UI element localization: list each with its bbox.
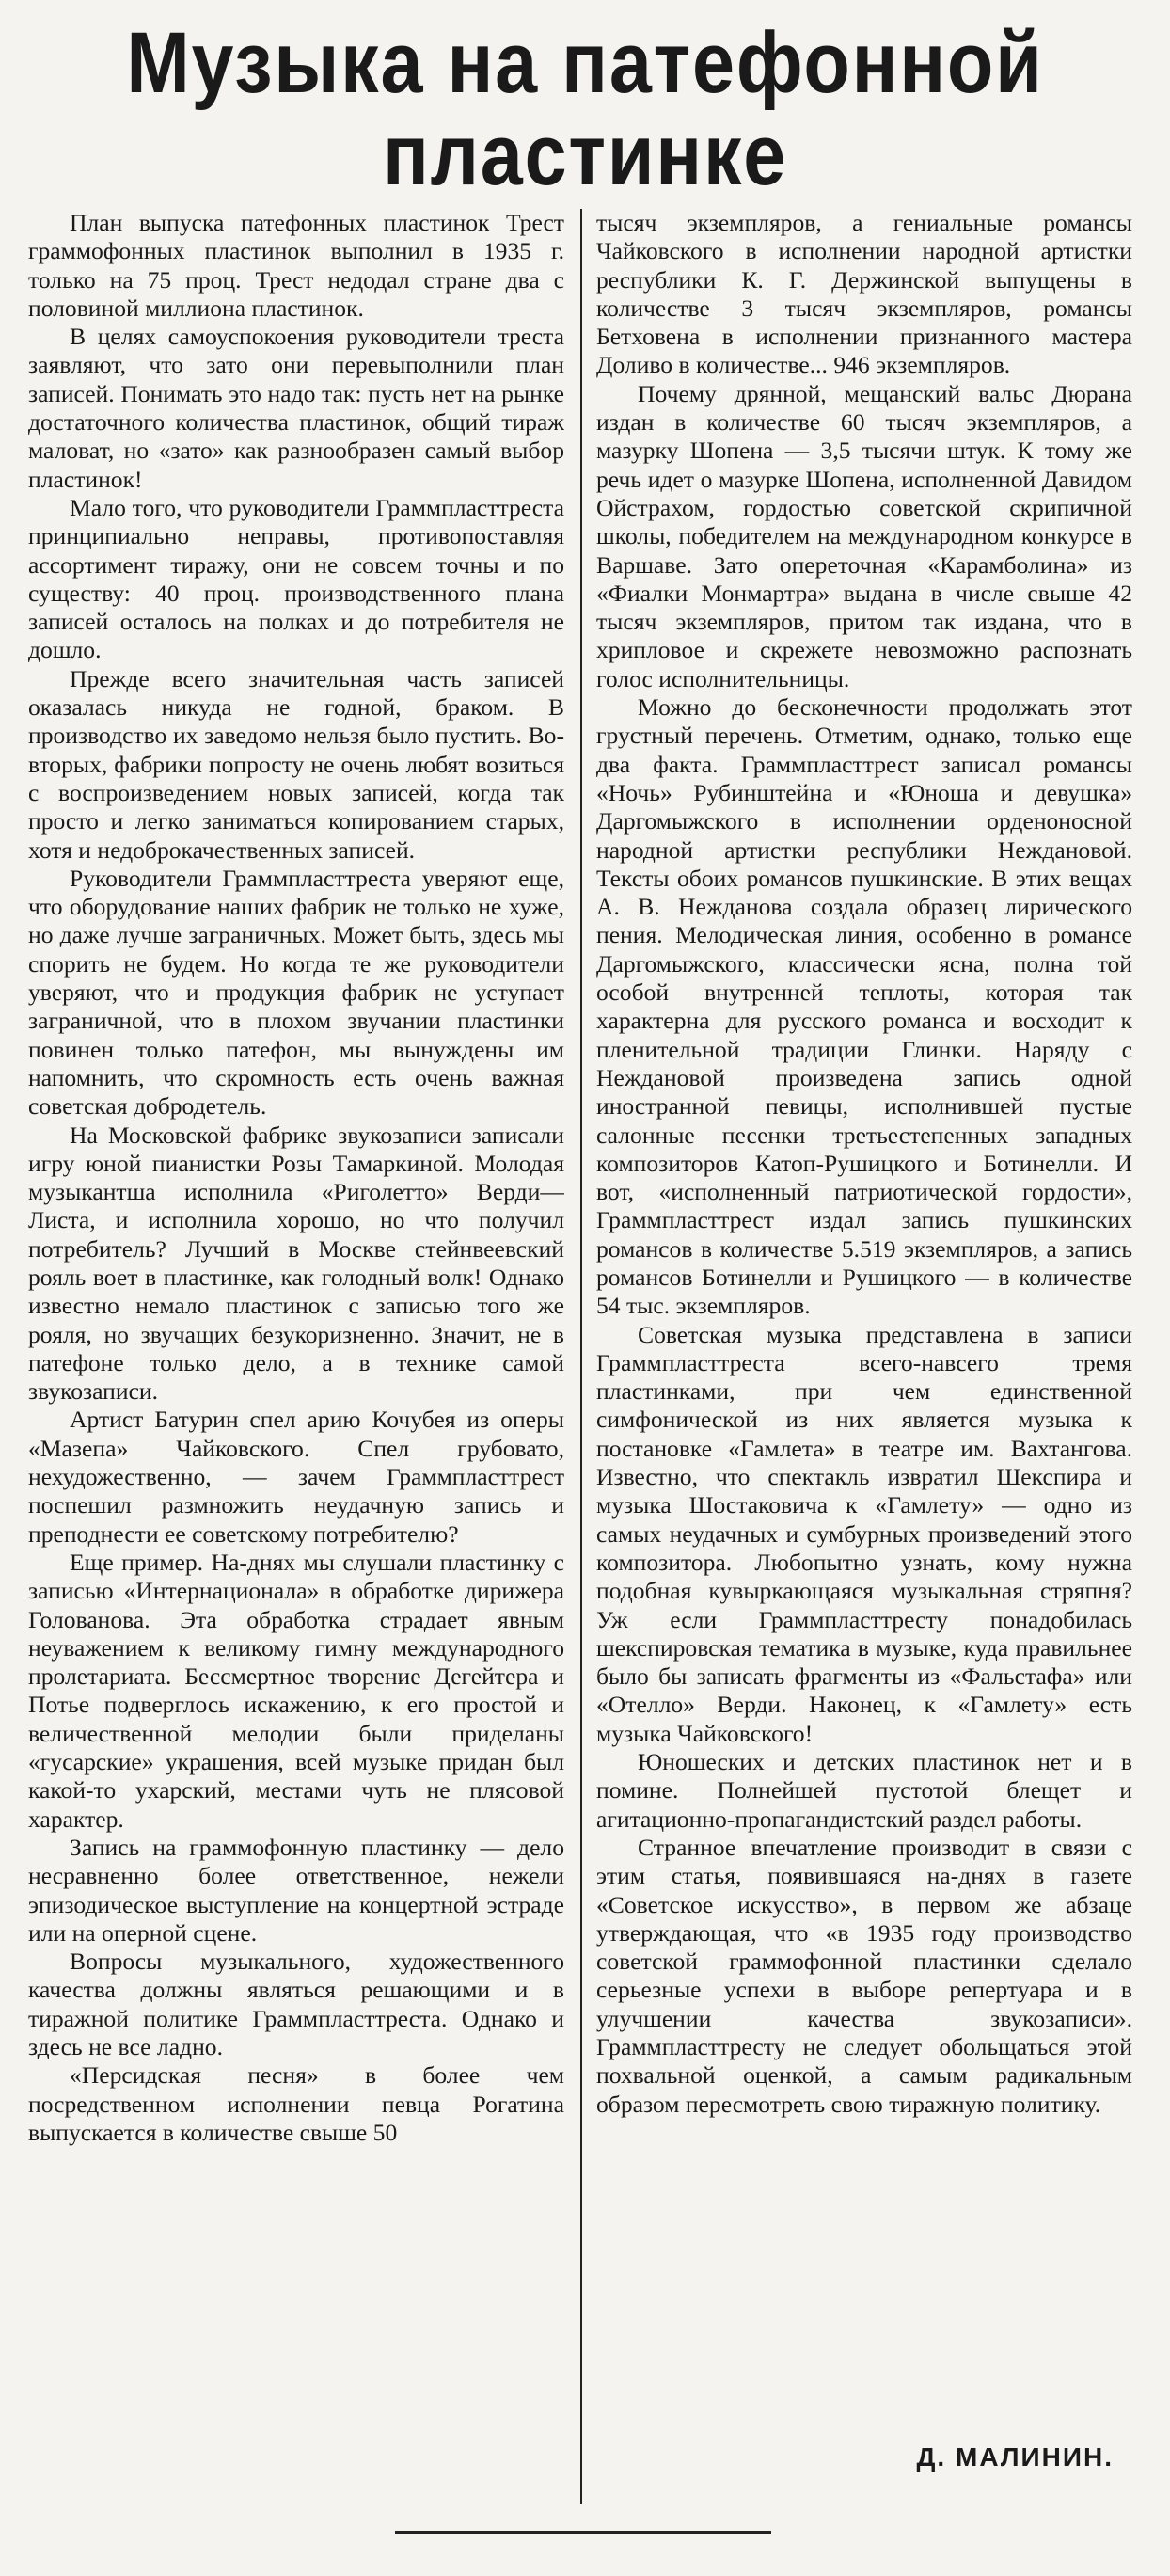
author-signature: Д. МАЛИНИН.	[916, 2442, 1114, 2472]
paragraph: Запись на граммофонную пластинку — дело несравненно более ответственное, нежели эпизодическое выступление на концертной эстраде или на оперной сцене.	[28, 1833, 564, 1947]
paragraph: Советская музыка представлена в записи Граммпласттреста всего-навсего тремя пластинками, при чем единственной симфонической из них является музыка к постановке «Гамлета» в театре им. Вахтангова. Известно, что спектакль извратил Шекспира и музыка Шостаковича к «Гамлету» — одно из самых неудачных и сумбурных произведений этого композитора. Любопытно узнать, кому нужна подобная кувыркающаяся музыкальная стряпня? Уж если Граммпласттресту понадобилась шекспировская тематика в музыке, куда правильнее было бы записать фрагменты из «Фальстафа» или «Отелло» Верди. Наконец, к «Гамлету» есть музыка Чайковского!	[596, 1320, 1132, 1747]
paragraph: Руководители Граммпласттреста уверяют еще, что оборудование наших фабрик не только не хуже, но даже лучше заграничных. Может быть, здесь мы спорить не будем. Но когда те же руководители уверяют, что и продукция фабрик не уступает заграничной, что в плохом звучании пластинки повинен только патефон, мы вынуждены им напомнить, что скромность есть очень важная советская добродетель.	[28, 864, 564, 1121]
paragraph: Мало того, что руководители Граммпласттреста принципиально неправы, противопоставляя ассортимент тиражу, они не совсем точны и по существу: 40 проц. производственного плана записей осталось на полках и до потребителя не дошло.	[28, 493, 564, 664]
paragraph: Юношеских и детских пластинок нет и в помине. Полнейшей пустотой блещет и агитационно-пропагандистский раздел работы.	[596, 1748, 1132, 1833]
paragraph: Почему дрянной, мещанский вальс Дюрана издан в количестве 60 тысяч экземпляров, а мазурку Шопена — 3,5 тысячи штук. К тому же речь идет о мазурке Шопена, исполненной Давидом Ойстрахом, гордостью советской скрипичной школы, победителем на международном конкурсе в Варшаве. Зато опереточная «Карамболина» из «Фиалки Монмартра» выдана в числе свыше 42 тысяч экземпляров, притом так издана, что в хрипловое и скрежете невозможно распознать голос исполнительницы.	[596, 379, 1132, 692]
paragraph: Вопросы музыкального, художественного качества должны являться решающими и в тиражной политике Граммпласттреста. Однако и здесь не все ладно.	[28, 1948, 564, 2060]
paragraph: На Московской фабрике звукозаписи записали игру юной пианистки Розы Тамаркиной. Молодая музыкантша исполнила «Риголетто» Верди—Листа, и исполнила хорошо, но что получил потребитель? Лучший в Москве стейнвеевский рояль воет в пластинке, как голодный волк! Однако известно немало пластинок с записью того же рояля, но звучащих безукоризненно. Значит, не в патефоне только дело, а в технике самой звукозаписи.	[28, 1121, 564, 1406]
right-column	[596, 209, 1132, 2523]
paragraph: Можно до бесконечности продолжать этот грустный перечень. Отметим, однако, только еще два факта. Граммпласттрест записал романсы «Ночь» Рубинштейна и «Юноша и девушка» Даргомыжского в исполнении орденоносной народной артистки республики Неждановой. Тексты обоих романсов пушкинские. В этих вещах А. В. Нежданова создала образец лирического пения. Мелодическая линия, особенно в романсе Даргомыжского, классически ясна, полна той особой внутренней теплоты, которая так характерна для русского романса и восходит к пленительной традиции Глинки. Наряду с Неждановой произведена запись одной иностранной певицы, исполнившей пустые салонные песенки третьестепенных западных композиторов Катоп-Рушицкого и Ботинелли. И вот, «исполненный патриотической гордости», Граммпласттрест издал запись пушкинских романсов в количестве 5.519 экземпляров, а запись романсов Ботинелли и Рушицкого — в количестве 54 тыс. экземпляров.	[596, 693, 1132, 1320]
paragraph: тысяч экземпляров, а гениальные романсы Чайковского в исполнении народной артистки республики К. Г. Держинской выпущены в количестве 3 тысяч экземпляров, романсы Бетховена в исполнении признанного мастера Доливо в количестве... 946 экземпляров.	[596, 209, 1132, 379]
article-title: Музыка на патефонной пластинке	[126, 15, 1044, 203]
paragraph: Прежде всего значительная часть записей оказалась никуда не годной, браком. В производство их заведомо нельзя было пустить. Во-вторых, фабрики попросту не очень любят возиться с воспроизведением новых записей, когда так просто и легко заниматься копированием старых, хотя и недоброкачественных записей.	[28, 664, 564, 864]
paragraph: Странное впечатление производит в связи с этим статья, появившаяся на-днях в газете «Советское искусство», в первом же абзаце утверждающая, что «в 1935 году производство советской граммофонной пластинки сделало серьезные успехи в выборе репертуара и в улучшении качества звукозаписи». Граммпласттресту не следует обольщаться этой похвальной оценкой, а самым радикальным образом пересмотреть свою тиражную политику.	[596, 1833, 1132, 2118]
column-divider	[580, 209, 582, 2504]
paragraph: Еще пример. На-днях мы слушали пластинку с записью «Интернационала» в обработке дирижера Голованова. Эта обработка страдает явным неуважением к великому гимну международного пролетариата. Бессмертное творение Дегейтера и Потье подверглось искажению, к его простой и величественной мелодии были приделаны «гусарские» украшения, всей музыке придан был какой-то ухарский, местами чуть не плясовой характер.	[28, 1548, 564, 1833]
paragraph: «Персидская песня» в более чем посредственном исполнении певца Рогатина выпускается в количестве свыше 50	[28, 2061, 564, 2146]
bottom-divider	[395, 2531, 771, 2534]
paragraph: В целях самоуспокоения руководители треста заявляют, что зато они перевыполнили план записей. Понимать это надо так: пусть нет на рынке достаточного количества пластинок, общий тираж маловат, но «зато» как разнообразен самый выбор пластинок!	[28, 323, 564, 493]
left-column	[28, 209, 564, 2523]
paragraph: Артист Батурин спел арию Кочубея из оперы «Мазепа» Чайковского. Спел грубовато, нехудожественно, — зачем Граммпласттрест поспешил размножить неудачную запись и преподнести ее советскому потребителю?	[28, 1406, 564, 1548]
paragraph: План выпуска патефонных пластинок Трест граммофонных пластинок выполнил в 1935 г. только на 75 проц. Трест недодал стране два с половиной миллиона пластинок.	[28, 209, 564, 322]
